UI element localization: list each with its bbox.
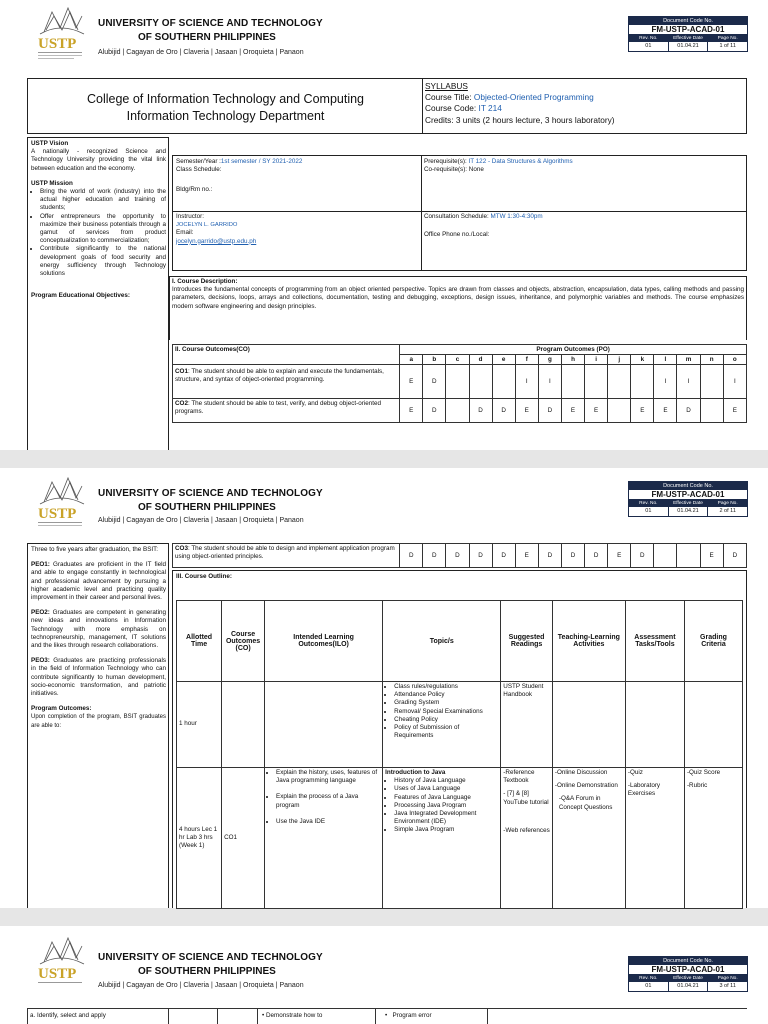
page-header: USTP UNIVERSITY OF SCIENCE AND TECHNOLOGY OF SOUTHERN PHILIPPINES Alubijid | Cagayan de Oro | Claveria | Jasaan | Oroquieta | Panaon Document Code No. FM-USTP-ACAD-01 Rev. No. Effective Date Page No. 01 01.04.21 3 of 11 <box>0 930 768 1000</box>
peo2-text: Graduates are competent in generating new ideas and innovations in Information Technology with more emphasis on technopreneurship, management, IT solutions and the likes through research collaborations. <box>31 609 166 650</box>
page3-content: a. Identify, select and apply • Demonstrate how to • Program error <box>27 1008 747 1024</box>
university-name-2: OF SOUTHERN PHILIPPINES <box>138 32 276 43</box>
page-number: 3 of 11 <box>719 983 736 989</box>
semester-value: 1st semester / SY 2021-2022 <box>220 158 303 165</box>
peo-intro: Three to five years after graduation, the BSIT: <box>31 546 159 553</box>
university-name: UNIVERSITY OF SCIENCE AND TECHNOLOGY <box>98 18 323 29</box>
svg-text:USTP: USTP <box>38 506 77 522</box>
program-outcomes-heading: Program Outcomes: <box>31 705 92 713</box>
course-title: Objected-Oriented Programming <box>473 92 594 103</box>
ustp-logo <box>32 932 90 996</box>
mission-item: • Contribute significantly to the national development goals of food security and energy sufficiency through Technology solutions <box>40 245 166 278</box>
document-code-box: Document Code No. FM-USTP-ACAD-01 Rev. No. Effective Date Page No. 01 01.04.21 1 of 11 <box>628 16 748 52</box>
mission-item: • Offer entrepreneurs the opportunity to maximize their business potentials through a gamut of services from product conceptualization to commercialization; <box>40 213 166 246</box>
description-text: Introduces the fundamental concepts of programming from an object oriented perspective. Topics are drawn from classes and objects, abstraction, encapsulation, data types, calling methods and passing parameters, decisions, loops, arrays and collections, documentation, testing and debugging, exceptions, design issues, inheritance, and polymorphic variables and methods. The course emphasizes modern software engineering and design principles. <box>172 286 744 310</box>
page-header <box>0 0 768 70</box>
page-gap <box>0 908 768 926</box>
table-row: CO2: The student should be able to test, verify, and debug object-oriented programs. E D D D E D E E E E D E <box>173 399 747 423</box>
page-number: 1 of 11 <box>719 43 736 49</box>
peo1-text: Graduates are proficient in the IT field and able to engage constantly in technological and professional advancement by pursuing a higher academic level and practicing quality improvement in their career and personal lives. <box>31 561 167 602</box>
instructor-email[interactable]: jocelyn.garrido@ustp.edu.ph <box>176 237 257 245</box>
description-heading: I. Course Description: <box>172 278 238 285</box>
college-name: College of Information Technology and Computing <box>86 92 365 106</box>
vision-heading: USTP Vision <box>31 140 69 147</box>
page-gap <box>0 450 768 468</box>
campus-list: Alubijid | Cagayan de Oro | Claveria | Jasaan | Oroquieta | Panaon <box>98 49 304 56</box>
consultation-schedule: MTW 1:30-4:30pm <box>490 213 543 220</box>
course-outcomes-table: II. Course Outcomes(CO) Program Outcomes (PO) a b c d e f g h i j k l m n o CO1: The student should be able to explain and execute the fundamentals, structure, and syntax of object-oriented programming. E D I I I I I CO2: The student should be able to test, verify, and debug object-oriented programs. E D D D E D E E E E D E <box>172 344 747 423</box>
syllabus-label: SYLLABUS <box>425 81 468 91</box>
mission-heading: USTP Mission <box>31 179 73 187</box>
instructor-name: JOCELYN L. GARRIDO <box>176 222 238 229</box>
po-heading: Program Outcomes (PO) <box>400 345 747 355</box>
ustp-logo <box>32 2 90 66</box>
course-outcomes-table-continued <box>172 543 747 568</box>
course-code: IT 214 <box>478 103 502 114</box>
prerequisite-value: IT 122 - Data Structures & Algorithms <box>468 158 573 165</box>
document-code-box: Document Code No. FM-USTP-ACAD-01 Rev. No. Effective Date Page No. 01 01.04.21 3 of 11 <box>628 956 748 992</box>
outline-heading: III. Course Outline: <box>176 573 232 580</box>
table-row: CO3: The student should be able to design and implement application program using object-oriented principles. D D D D D E D D D E D E D <box>173 544 747 568</box>
table-row: 4 hours Lec 1 hr Lab 3 hrs (Week 1) CO1 • Explain the history, uses, features of Java programming language • Explain the process of a Java program • Use the Java IDE Introduction to Java • History of Java Language • Uses of Java Language • Features of Java Language • Processing Java Program • Java Integrated Development Environment (IDE) • Simple Java Program -Reference Textbook - [7] & [8] YouTube tutorial -Web references -Online Discussion -Online Demonstration -Q&A Forum in Concept Questions -Quiz -Laboratory Exercises -Quiz Score -Rubric <box>177 768 743 909</box>
vision-mission-column <box>27 137 169 450</box>
peo3-text: Graduates are practicing professionals in the field of Information Technology who can contribute significantly to human development, socio-economic transformation, and patriotic initiatives. <box>31 657 166 698</box>
peo-heading: Program Educational Objectives: <box>31 292 131 300</box>
course-outline-table: Allotted Time Course Outcomes (CO) Intended Learning Outcomes(ILO) Topic/s Suggested Readings Teaching-Learning Activities Assessment Tasks/Tools Grading Criteria 1 hour • Class rules/regulations • Attendance Policy • Grading System • Removal/ Special Examinations • Cheating Policy • Policy of Submission of Requirements USTP Student Handbook 4 hours Lec 1 hr Lab 3 hrs (Week 1) CO1 • Explain the history, uses, features of Java programming language • Explain the process of a Java program • Use the Java IDE Introduction to Java • History of Java Language • Uses of Java Language • Features of Java Language • Processing Java Program • Java Integrated Development Environment (IDE) • Simple Java Program -Reference Textbook - [7] & [8] YouTube tutorial -Web references -Online Discussion -Online Demonstration -Q&A Forum in Concept Questions -Quiz -Laboratory Exercises -Quiz Score -Rubric <box>176 600 743 909</box>
title-block: College of Information Technology and Computing Information Technology Department SYLLABUS Course Title: Objected-Oriented Programming Course Code: IT 214 Credits: 3 units (2 hours lecture, 3 hours laboratory) <box>27 78 747 134</box>
table-row: 1 hour • Class rules/regulations • Attendance Policy • Grading System • Removal/ Special Examinations • Cheating Policy • Policy of Submission of Requirements USTP Student Handbook <box>177 682 743 768</box>
svg-text:USTP: USTP <box>38 966 77 982</box>
page-number: 2 of 11 <box>719 508 736 514</box>
peo-column: Three to five years after graduation, the BSIT: PEO1: Graduates are proficient in the IT field and able to engage constantly in technological and professional advancement by pursuing a higher academic level and practicing quality improvement in their career and personal lives. PEO2: Graduates are competent in generating new ideas and innovations in Information Technology with more emphasis on technopreneurship, management, IT solutions and the likes through research collaborations. PEO3: Graduates are practicing professionals in the field of Information Technology who can contribute significantly to human development, socio-economic transformation, and patriotic initiatives. Program Outcomes: Upon completion of the program, BSIT graduates are able to: <box>27 543 169 908</box>
page-header: USTP UNIVERSITY OF SCIENCE AND TECHNOLOGY OF SOUTHERN PHILIPPINES Alubijid | Cagayan de Oro | Claveria | Jasaan | Oroquieta | Panaon Document Code No. FM-USTP-ACAD-01 Rev. No. Effective Date Page No. 01 01.04.21 2 of 11 <box>0 470 768 540</box>
department-name: Information Technology Department <box>126 109 325 123</box>
course-description <box>169 276 747 340</box>
svg-text:USTP: USTP <box>38 36 77 52</box>
course-info-box: Semester/Year :1st semester / SY 2021-2022 Class Schedule: Bldg/Rm no.: Prerequisite(s): IT 122 - Data Structures & Algorithms Co-requisite(s): None Instructor: JOCELYN L. GARRIDO Email: jocelyn.garrido@ustp.edu.ph Consultation Schedule: MTW 1:30-4:30pm Office Phone no./Local: <box>172 155 747 271</box>
vision-text: A nationally - recognized Science and Technology University providing the vital link between education and the economy. <box>31 148 166 172</box>
outcomes-heading: II. Course Outcomes(CO) <box>173 345 400 365</box>
credits: Credits: 3 units (2 hours lecture, 3 hours laboratory) <box>425 114 615 125</box>
mission-item: • Bring the world of work (industry) into the actual higher education and training of students; <box>40 188 166 213</box>
ustp-logo <box>32 472 90 536</box>
document-code-box: Document Code No. FM-USTP-ACAD-01 Rev. No. Effective Date Page No. 01 01.04.21 2 of 11 <box>628 481 748 517</box>
table-row: CO1: The student should be able to explain and execute the fundamentals, structure, and syntax of object-oriented programming. E D I I I I I <box>173 365 747 399</box>
